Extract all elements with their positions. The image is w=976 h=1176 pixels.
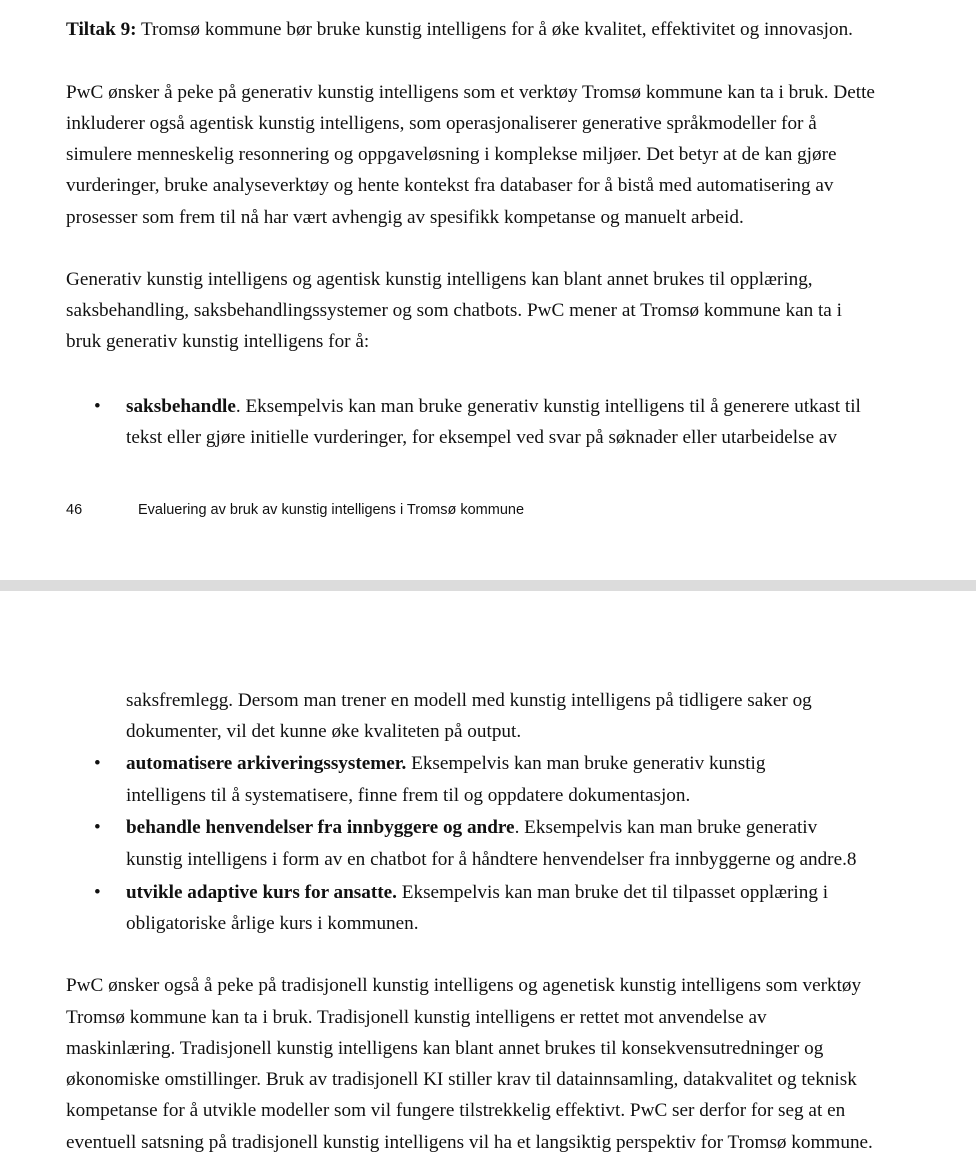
bullet-icon: • bbox=[94, 882, 101, 903]
bullet-icon: • bbox=[94, 817, 101, 838]
list-item-text: Eksempelvis kan man bruke generativ kunstig bbox=[406, 753, 766, 774]
paragraph-line: eventuell satsning på tradisjonell kunstig intelligens vil ha et langsiktig perspektiv for Tromsø kommune. bbox=[66, 1132, 873, 1153]
list-item-line: intelligens til å systematisere, finne frem til og oppdatere dokumentasjon. bbox=[126, 785, 691, 806]
page-number: 46 bbox=[66, 502, 83, 518]
paragraph-line: økonomiske omstillinger. Bruk av tradisjonell KI stiller krav til datainnsamling, datakvalitet og teknisk bbox=[66, 1069, 857, 1090]
paragraph-line: Generativ kunstig intelligens og agentisk kunstig intelligens kan blant annet brukes til opplæring, bbox=[66, 269, 813, 290]
bullet-icon: • bbox=[94, 753, 101, 774]
paragraph-line: simulere menneskelig resonnering og oppgaveløsning i komplekse miljøer. Det betyr at de kan gjøre bbox=[66, 144, 837, 165]
list-item-line: tekst eller gjøre initielle vurderinger, for eksempel ved svar på søknader eller utarbeidelse av bbox=[126, 427, 838, 448]
list-item-bold: utvikle adaptive kurs for ansatte. bbox=[126, 882, 397, 903]
paragraph-line: PwC ønsker å peke på generativ kunstig intelligens som et verktøy Tromsø kommune kan ta i bruk. Dette bbox=[66, 82, 875, 103]
paragraph-line: inkluderer også agentisk kunstig intelligens, som operasjonaliserer generative språkmodeller for å bbox=[66, 113, 817, 134]
list-item-line: kunstig intelligens i form av en chatbot for å håndtere henvendelser fra innbyggerne og andre.8 bbox=[126, 849, 857, 870]
list-item-line bbox=[126, 391, 861, 422]
page-separator bbox=[0, 580, 976, 591]
list-item-saksbehandle bbox=[0, 391, 976, 455]
list-item-bold: behandle henvendelser fra innbyggere og andre bbox=[126, 817, 515, 838]
paragraph-line: Tromsø kommune kan ta i bruk. Tradisjonell kunstig intelligens er rettet mot anvendelse av bbox=[66, 1007, 767, 1028]
list-item-line: obligatoriske årlige kurs i kommunen. bbox=[126, 913, 419, 934]
list-item-continuation-line: dokumenter, vil det kunne øke kvaliteten på output. bbox=[126, 721, 522, 742]
paragraph-line: vurderinger, bruke analyseverktøy og hente kontekst fra databaser for å bistå med automatisering av bbox=[66, 175, 834, 196]
paragraph-line: PwC ønsker også å peke på tradisjonell kunstig intelligens og agenetisk kunstig intelligens som verktøy bbox=[66, 975, 862, 996]
bullet-icon: • bbox=[94, 396, 101, 417]
footer-title: Evaluering av bruk av kunstig intelligens i Tromsø kommune bbox=[138, 502, 525, 518]
list-item-bold: automatisere arkiveringssystemer. bbox=[126, 753, 407, 774]
list-item-text: . Eksempelvis kan man bruke generativ kunstig intelligens til å generere utkast til bbox=[235, 396, 861, 417]
paragraph-line: kompetanse for å utvikle modeller som vil fungere tilstrekkelig effektivt. PwC ser derfor for seg at en bbox=[66, 1100, 846, 1121]
document-page-46 bbox=[0, 0, 976, 580]
paragraph-line: maskinlæring. Tradisjonell kunstig intelligens kan blant annet brukes til konsekvensutredninger og bbox=[66, 1038, 824, 1059]
paragraph-line: prosesser som frem til nå har vært avhengig av spesifikk kompetanse og manuelt arbeid. bbox=[66, 207, 744, 228]
list-item-henvendelser bbox=[0, 812, 976, 876]
tiltak-label: Tiltak 9: bbox=[66, 19, 137, 40]
tiltak-text: Tromsø kommune bør bruke kunstig intelligens for å øke kvalitet, effektivitet og innovasjon. bbox=[136, 19, 853, 40]
paragraph-line: bruk generativ kunstig intelligens for å: bbox=[66, 331, 370, 352]
list-item-text: Eksempelvis kan man bruke det til tilpasset opplæring i bbox=[396, 882, 829, 903]
list-item-line bbox=[126, 748, 765, 779]
document-page-47 bbox=[0, 591, 976, 1176]
list-item-kurs bbox=[0, 877, 976, 941]
list-item-line bbox=[126, 877, 828, 908]
list-item-continuation-line: saksfremlegg. Dersom man trener en modell med kunstig intelligens på tidligere saker og bbox=[126, 690, 812, 711]
list-item-line bbox=[126, 812, 817, 843]
list-item-bold: saksbehandle bbox=[126, 396, 236, 417]
tiltak-heading bbox=[66, 14, 853, 45]
list-item-arkivering bbox=[0, 748, 976, 812]
paragraph-line: saksbehandling, saksbehandlingssystemer og som chatbots. PwC mener at Tromsø kommune kan ta i bbox=[66, 300, 842, 321]
list-item-text: . Eksempelvis kan man bruke generativ bbox=[514, 817, 818, 838]
